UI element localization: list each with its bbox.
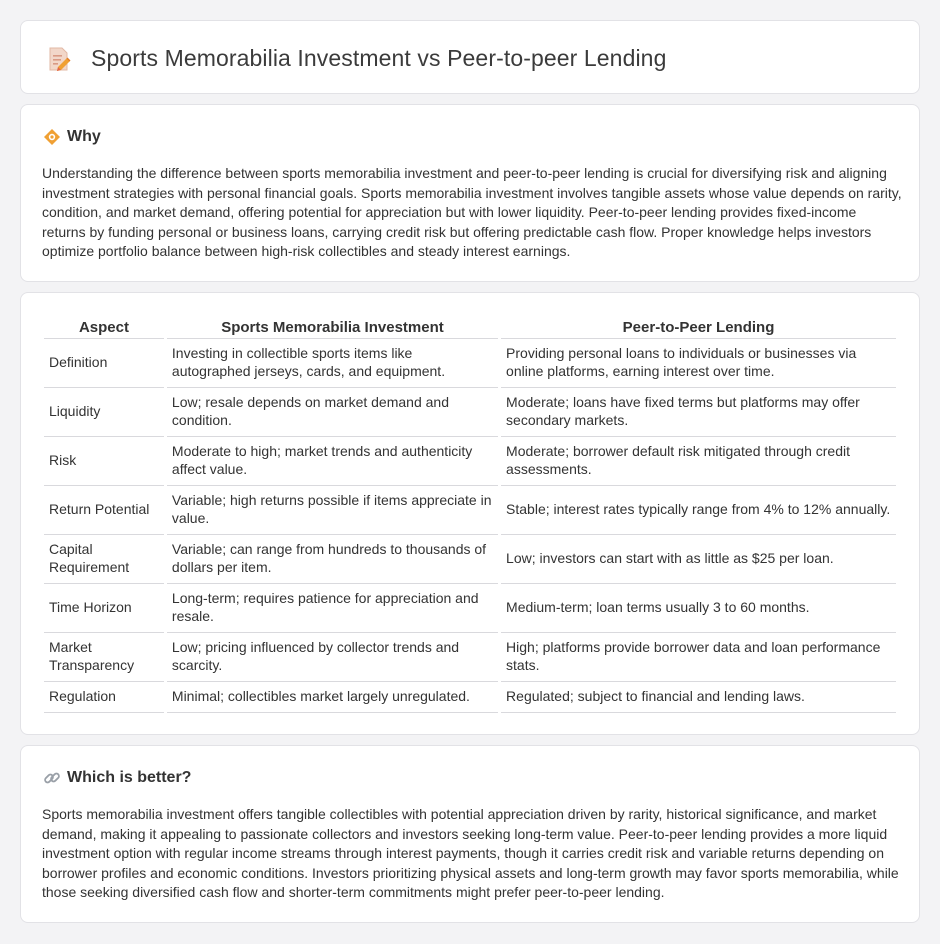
cell-p2p: Providing personal loans to individuals or businesses via online platforms, earning interest over time. bbox=[501, 339, 896, 388]
header-memorabilia: Sports Memorabilia Investment bbox=[167, 313, 498, 339]
page-title: Sports Memorabilia Investment vs Peer-to-peer Lending bbox=[91, 45, 667, 71]
table-row bbox=[44, 584, 896, 633]
why-card bbox=[20, 104, 920, 282]
comparison-card bbox=[20, 292, 920, 735]
why-header bbox=[43, 128, 101, 146]
cell-aspect: Capital Requirement bbox=[44, 535, 164, 584]
title-row bbox=[47, 45, 666, 72]
cell-memorabilia: Minimal; collectibles market largely unregulated. bbox=[167, 682, 498, 713]
cell-p2p: Moderate; loans have fixed terms but platforms may offer secondary markets. bbox=[501, 388, 896, 437]
comparison-table bbox=[41, 313, 899, 713]
cell-aspect: Liquidity bbox=[44, 388, 164, 437]
cell-aspect: Regulation bbox=[44, 682, 164, 713]
header-p2p: Peer-to-Peer Lending bbox=[501, 313, 896, 339]
cell-aspect: Market Transparency bbox=[44, 633, 164, 682]
cell-memorabilia: Investing in collectible sports items like autographed jerseys, cards, and equipment. bbox=[167, 339, 498, 388]
why-text: Understanding the difference between sports memorabilia investment and peer-to-peer lending is crucial for diversifying risk and aligning investment strategies with personal financial goals. Sports memorabilia investment involves tangible assets whose value depends on rarity, condition, and market demand, offering potential for appreciation but with lower liquidity. Peer-to-peer lending provides fixed-income returns by funding personal or business loans, carrying credit risk but offering predictable cash flow. Proper knowledge helps investors optimize portfolio balance between high-risk collectibles and steady interest earnings. bbox=[42, 165, 902, 260]
cell-memorabilia: Long-term; requires patience for appreciation and resale. bbox=[167, 584, 498, 633]
table-header-row bbox=[44, 313, 896, 339]
cell-aspect: Time Horizon bbox=[44, 584, 164, 633]
table-row bbox=[44, 437, 896, 486]
document-pencil-icon bbox=[47, 46, 71, 72]
cell-p2p: Regulated; subject to financial and lending laws. bbox=[501, 682, 896, 713]
cell-p2p: Medium-term; loan terms usually 3 to 60 months. bbox=[501, 584, 896, 633]
better-card bbox=[20, 745, 920, 923]
cell-memorabilia: Variable; high returns possible if items appreciate in value. bbox=[167, 486, 498, 535]
table-row bbox=[44, 535, 896, 584]
better-header bbox=[43, 769, 191, 787]
table-row bbox=[44, 486, 896, 535]
cell-aspect: Definition bbox=[44, 339, 164, 388]
cell-p2p: Stable; interest rates typically range from 4% to 12% annually. bbox=[501, 486, 896, 535]
better-text: Sports memorabilia investment offers tangible collectibles with potential appreciation driven by rarity, historical significance, and market demand, making it appealing to passionate collectors and investors seeking long-term value. Peer-to-peer lending provides a more liquid investment option with regular income streams through interest payments, though it carries credit risk and variable returns depending on borrower profiles and economic conditions. Investors prioritizing physical assets and long-term growth may favor sports memorabilia, while those seeking diversified cash flow and shorter-term commitments might prefer peer-to-peer lending. bbox=[42, 806, 899, 901]
link-icon bbox=[43, 769, 61, 787]
cell-p2p: High; platforms provide borrower data and loan performance stats. bbox=[501, 633, 896, 682]
better-heading: Which is better? bbox=[67, 769, 192, 786]
cell-memorabilia: Low; pricing influenced by collector trends and scarcity. bbox=[167, 633, 498, 682]
title-card bbox=[20, 20, 920, 94]
table-row bbox=[44, 633, 896, 682]
cell-aspect: Return Potential bbox=[44, 486, 164, 535]
cell-aspect: Risk bbox=[44, 437, 164, 486]
cell-memorabilia: Moderate to high; market trends and authenticity affect value. bbox=[167, 437, 498, 486]
diamond-warning-icon bbox=[43, 128, 61, 146]
cell-memorabilia: Low; resale depends on market demand and condition. bbox=[167, 388, 498, 437]
cell-p2p: Moderate; borrower default risk mitigated through credit assessments. bbox=[501, 437, 896, 486]
cell-memorabilia: Variable; can range from hundreds to thousands of dollars per item. bbox=[167, 535, 498, 584]
cell-p2p: Low; investors can start with as little as $25 per loan. bbox=[501, 535, 896, 584]
why-heading: Why bbox=[67, 128, 101, 145]
header-aspect: Aspect bbox=[44, 313, 164, 339]
table-row bbox=[44, 339, 896, 388]
table-row bbox=[44, 388, 896, 437]
table-row bbox=[44, 682, 896, 713]
